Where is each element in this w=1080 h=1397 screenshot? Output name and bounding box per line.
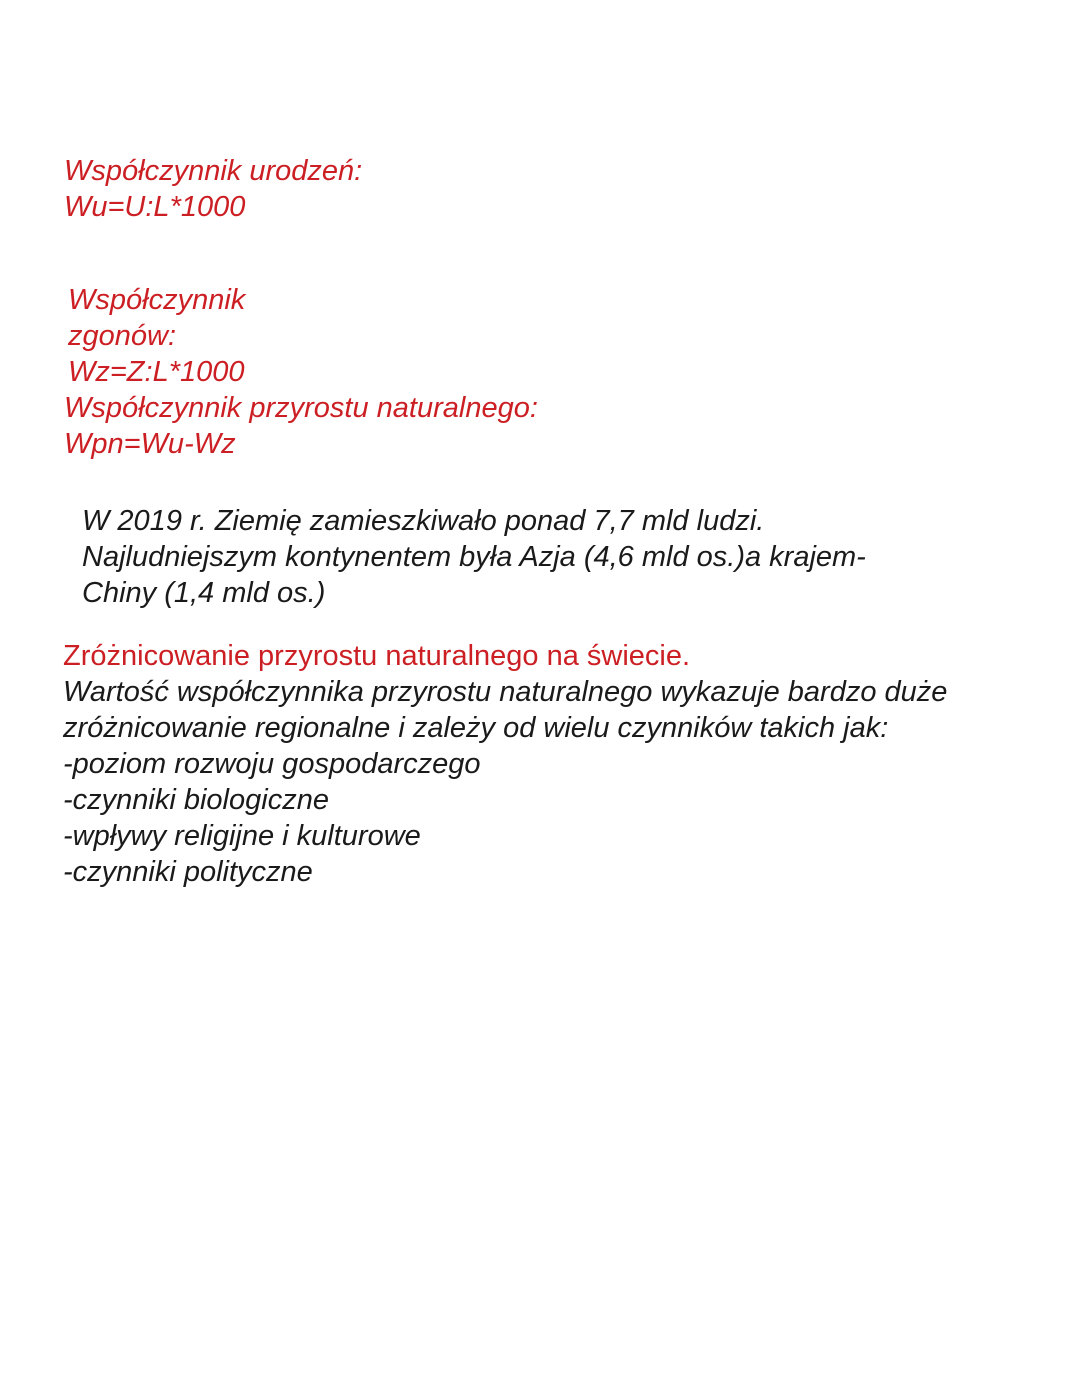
birth-rate-title: Współczynnik urodzeń: (64, 155, 363, 187)
natural-increase-formula: Wpn=Wu-Wz (64, 428, 236, 460)
differentiation-heading: Zróżnicowanie przyrostu naturalnego na świecie. (63, 640, 691, 672)
factor-list-item: -czynniki polityczne (63, 856, 313, 888)
natural-increase-title: Współczynnik przyrostu naturalnego: (64, 392, 538, 424)
factor-list-item: -wpływy religijne i kulturowe (63, 820, 421, 852)
death-rate-title-line2: zgonów: (68, 320, 177, 352)
differentiation-intro-line: zróżnicowanie regionalne i zależy od wielu czynników takich jak: (63, 712, 889, 744)
death-rate-formula: Wz=Z:L*1000 (68, 356, 245, 388)
population-note-line: Chiny (1,4 mld os.) (82, 577, 326, 609)
population-note-line: W 2019 r. Ziemię zamieszkiwało ponad 7,7 mld ludzi. (82, 505, 765, 537)
factor-list-item: -poziom rozwoju gospodarczego (63, 748, 481, 780)
death-rate-title-line1: Współczynnik (68, 284, 246, 316)
birth-rate-formula: Wu=U:L*1000 (64, 191, 246, 223)
factor-list-item: -czynniki biologiczne (63, 784, 329, 816)
population-note-line: Najludniejszym kontynentem była Azja (4,6 mld os.)a krajem- (82, 541, 866, 573)
differentiation-intro-line: Wartość współczynnika przyrostu naturalnego wykazuje bardzo duże (63, 676, 948, 708)
